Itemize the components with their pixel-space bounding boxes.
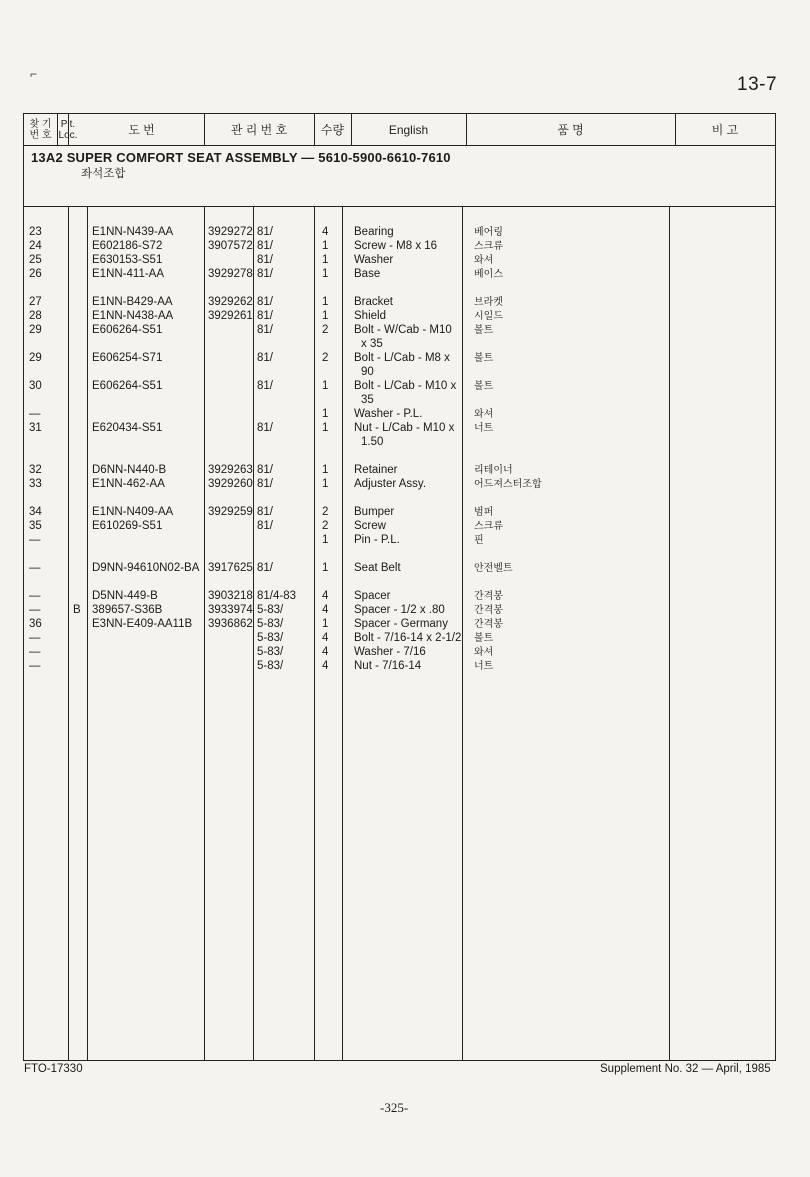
cell-part-number: E1NN-N439-AA	[92, 226, 174, 238]
cell-model: 81/	[257, 520, 273, 532]
cell-mgmt-number: 3917625	[208, 562, 253, 574]
cell-qty: 1	[322, 254, 329, 266]
cell-korean: 볼트	[474, 381, 494, 392]
cell-mgmt-number: 3929278	[208, 268, 253, 280]
cell-qty: 1	[322, 534, 329, 546]
cell-model: 81/	[257, 254, 273, 266]
cell-english: Seat Belt	[354, 562, 401, 574]
cell-english: Shield	[354, 310, 386, 322]
cell-qty: 2	[322, 520, 329, 532]
cell-korean: 범퍼	[474, 507, 494, 518]
cell-korean: 와셔	[474, 409, 494, 420]
cell-ref: 28	[29, 310, 42, 322]
cell-qty: 2	[322, 324, 329, 336]
cell-mgmt-number: 3907572	[208, 240, 253, 252]
cell-model: 81/	[257, 422, 273, 434]
cell-qty: 1	[322, 422, 329, 434]
cell-part-number: E630153-S51	[92, 254, 163, 266]
cell-mgmt-number: 3929260	[208, 478, 253, 490]
cell-english: Bolt - L/Cab - M10 x	[354, 380, 457, 392]
cell-model: 5-83/	[257, 618, 284, 630]
cell-korean: 스크류	[474, 521, 503, 532]
cell-model: 5-83/	[257, 660, 284, 672]
header-ref	[24, 114, 57, 145]
header-drawing: 도 번	[128, 122, 155, 137]
cell-model: 5-83/	[257, 646, 284, 658]
cell-english: Spacer - 1/2 x .80	[354, 604, 445, 616]
cell-ref: 29	[29, 352, 42, 364]
cell-mgmt-number: 3929262	[208, 296, 253, 308]
cell-english: Nut - 7/16-14	[354, 660, 422, 672]
cell-english: Screw - M8 x 16	[354, 240, 438, 252]
cell-qty: 1	[322, 562, 329, 574]
cell-model: 81/	[257, 324, 273, 336]
cell-korean: 리테이너	[474, 465, 513, 476]
cell-part-number: D5NN-449-B	[92, 590, 158, 602]
column-divider	[87, 206, 88, 1060]
header-plt-line1: Plt.	[60, 118, 76, 130]
cell-english: Pin - P.L.	[354, 534, 400, 546]
cell-part-number: E602186-S72	[92, 240, 163, 252]
corner-mark: ⌐	[30, 67, 38, 81]
section-rule	[24, 206, 775, 207]
column-divider	[342, 206, 343, 1060]
cell-part-number: E610269-S51	[92, 520, 163, 532]
cell-ref: —	[29, 604, 41, 616]
cell-english-continued: 35	[361, 394, 374, 406]
header-qty: 수량	[320, 122, 345, 137]
column-divider	[462, 206, 463, 1060]
cell-qty: 4	[322, 604, 329, 616]
cell-ref: —	[29, 590, 41, 602]
cell-mgmt-number: 3929259	[208, 506, 253, 518]
footer-doc-id: FTO-17330	[24, 1063, 83, 1075]
cell-english: Screw	[354, 520, 386, 532]
cell-qty: 4	[322, 660, 329, 672]
header-plt-line2: Loc.	[58, 129, 78, 141]
cell-mgmt-number: 3903218	[208, 590, 253, 602]
cell-english: Bracket	[354, 296, 393, 308]
cell-model: 81/	[257, 296, 273, 308]
cell-korean: 너트	[474, 661, 494, 672]
cell-mgmt-number: 3929261	[208, 310, 253, 322]
cell-korean: 너트	[474, 423, 494, 434]
header-divider	[57, 114, 58, 145]
column-divider	[314, 206, 315, 1060]
column-divider	[68, 206, 69, 1060]
section-korean: 좌석조합	[81, 168, 126, 180]
cell-mgmt-number: 3929263	[208, 464, 253, 476]
cell-qty: 4	[322, 226, 329, 238]
cell-ref: —	[29, 562, 41, 574]
cell-part-number: E1NN-462-AA	[92, 478, 165, 490]
cell-part-number: E606254-S71	[92, 352, 163, 364]
cell-ref: —	[29, 646, 41, 658]
cell-part-number: E606264-S51	[92, 324, 163, 336]
cell-ref: 33	[29, 478, 42, 490]
header-english: English	[388, 122, 429, 137]
cell-qty: 1	[322, 464, 329, 476]
cell-ref: 23	[29, 226, 42, 238]
cell-part-number: D9NN-94610N02-BA	[92, 562, 200, 574]
cell-english-continued: 90	[361, 366, 374, 378]
cell-korean: 와셔	[474, 255, 494, 266]
cell-ref: —	[29, 408, 41, 420]
parts-table	[23, 113, 776, 1061]
cell-ref: 26	[29, 268, 42, 280]
cell-english: Bearing	[354, 226, 394, 238]
cell-part-number: E606264-S51	[92, 380, 163, 392]
page-number-top: 13-7	[737, 74, 778, 95]
header-remarks: 비 고	[711, 122, 739, 137]
cell-part-number: E620434-S51	[92, 422, 163, 434]
cell-ref: 34	[29, 506, 42, 518]
cell-model: 81/	[257, 464, 273, 476]
cell-ref: 36	[29, 618, 42, 630]
footer-supplement: Supplement No. 32 — April, 1985	[600, 1063, 771, 1075]
cell-english: Nut - L/Cab - M10 x	[354, 422, 455, 434]
cell-korean: 볼트	[474, 325, 494, 336]
cell-qty: 1	[322, 380, 329, 392]
cell-korean: 시일드	[474, 311, 503, 322]
cell-qty: 1	[322, 268, 329, 280]
cell-korean: 볼트	[474, 353, 494, 364]
cell-part-number: 389657-S36B	[92, 604, 163, 616]
cell-ref: 24	[29, 240, 42, 252]
cell-model: 81/	[257, 380, 273, 392]
cell-part-number: E1NN-B429-AA	[92, 296, 173, 308]
cell-korean: 베어링	[474, 227, 503, 238]
cell-plt: B	[73, 604, 81, 616]
cell-ref: 32	[29, 464, 42, 476]
page-number-bottom: -325-	[380, 1100, 409, 1115]
cell-model: 81/	[257, 310, 273, 322]
cell-korean: 볼트	[474, 633, 494, 644]
cell-korean: 간격봉	[474, 605, 503, 616]
cell-model: 81/	[257, 240, 273, 252]
header-name: 품 명	[557, 122, 584, 137]
cell-ref: 35	[29, 520, 42, 532]
header-mgmt: 관 리 번 호	[230, 122, 288, 137]
cell-qty: 4	[322, 590, 329, 602]
cell-ref: 25	[29, 254, 42, 266]
cell-model: 81/4-83	[257, 590, 297, 602]
cell-english: Bolt - L/Cab - M8 x	[354, 352, 450, 364]
cell-qty: 1	[322, 240, 329, 252]
cell-english: Spacer - Germany	[354, 618, 448, 630]
cell-korean: 와셔	[474, 647, 494, 658]
cell-english: Washer - 7/16	[354, 646, 426, 658]
cell-english: Washer - P.L.	[354, 408, 423, 420]
cell-korean: 베이스	[474, 269, 503, 280]
section-title: 13A2 SUPER COMFORT SEAT ASSEMBLY — 5610-5900-6610-7610	[31, 150, 451, 165]
header-ref-line1: 찾 기	[29, 118, 52, 130]
cell-model: 5-83/	[257, 604, 284, 616]
cell-english: Spacer	[354, 590, 391, 602]
cell-qty: 1	[322, 478, 329, 490]
cell-part-number: E1NN-N409-AA	[92, 506, 174, 518]
cell-ref: —	[29, 660, 41, 672]
cell-qty: 1	[322, 310, 329, 322]
cell-ref: 27	[29, 296, 42, 308]
cell-english: Retainer	[354, 464, 398, 476]
cell-part-number: E1NN-N438-AA	[92, 310, 174, 322]
cell-model: 81/	[257, 478, 273, 490]
cell-ref: —	[29, 534, 41, 546]
cell-ref: 29	[29, 324, 42, 336]
cell-korean: 어드져스터조합	[474, 479, 542, 490]
header-plt	[57, 114, 79, 145]
cell-part-number: D6NN-N440-B	[92, 464, 167, 476]
cell-qty: 4	[322, 632, 329, 644]
cell-qty: 4	[322, 646, 329, 658]
cell-qty: 2	[322, 352, 329, 364]
cell-ref: 31	[29, 422, 42, 434]
cell-english-continued: 1.50	[361, 436, 384, 448]
column-divider	[669, 206, 670, 1060]
cell-model: 5-83/	[257, 632, 284, 644]
cell-english: Base	[354, 268, 381, 280]
cell-korean: 안전벨트	[474, 563, 513, 574]
cell-mgmt-number: 3929272	[208, 226, 253, 238]
cell-english: Adjuster Assy.	[354, 478, 427, 490]
cell-model: 81/	[257, 562, 273, 574]
cell-part-number: E3NN-E409-AA11B	[92, 618, 193, 630]
cell-model: 81/	[257, 226, 273, 238]
header-ref-line2: 번 호	[29, 129, 52, 141]
cell-korean: 간격봉	[474, 591, 503, 602]
column-divider	[204, 206, 205, 1060]
header-rule	[24, 145, 775, 146]
cell-ref: —	[29, 632, 41, 644]
cell-model: 81/	[257, 268, 273, 280]
cell-ref: 30	[29, 380, 42, 392]
column-divider	[253, 206, 254, 1060]
cell-korean: 스크류	[474, 241, 503, 252]
cell-model: 81/	[257, 506, 273, 518]
cell-mgmt-number: 3936862	[208, 618, 253, 630]
cell-mgmt-number: 3933974	[208, 604, 253, 616]
cell-korean: 간격봉	[474, 619, 503, 630]
cell-qty: 1	[322, 618, 329, 630]
cell-korean: 브라켓	[474, 297, 503, 308]
cell-part-number: E1NN-411-AA	[92, 268, 165, 280]
cell-qty: 1	[322, 296, 329, 308]
cell-english: Bolt - 7/16-14 x 2-1/2	[354, 632, 462, 644]
cell-qty: 1	[322, 408, 329, 420]
cell-english: Bumper	[354, 506, 395, 518]
cell-english: Washer	[354, 254, 394, 266]
cell-qty: 2	[322, 506, 329, 518]
cell-english: Bolt - W/Cab - M10	[354, 324, 452, 336]
cell-model: 81/	[257, 352, 273, 364]
cell-korean: 핀	[474, 535, 484, 546]
cell-english-continued: x 35	[361, 338, 383, 350]
